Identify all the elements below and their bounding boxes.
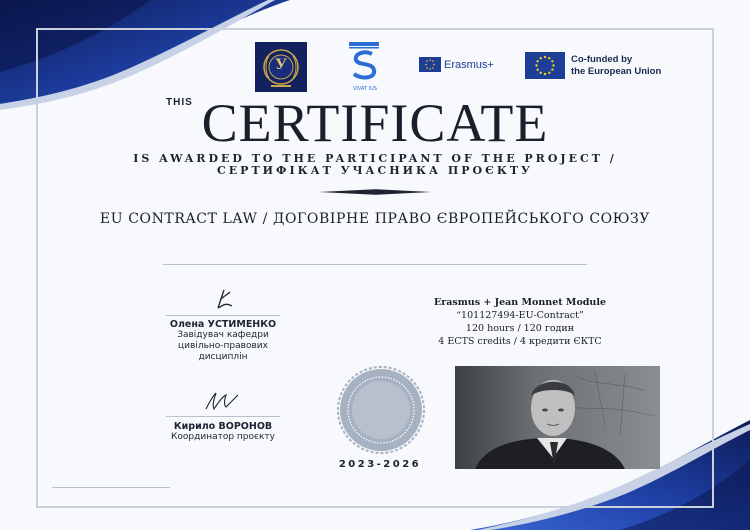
signatory-1-role-line1: Завідувач кафедри xyxy=(177,330,269,340)
this-label: THIS xyxy=(166,97,193,108)
erasmus-plus-label: Erasmus+ xyxy=(444,58,494,71)
project-seal xyxy=(337,366,425,458)
signature-mark-1 xyxy=(214,288,236,316)
signatory-1 xyxy=(150,319,296,363)
signature-line-2 xyxy=(166,416,280,417)
erasmus-plus-logo xyxy=(419,57,494,72)
subtitle-line-ua: СЕРТИФІКАТ УЧАСНИКА ПРОЄКТУ xyxy=(217,164,533,177)
signatory-1-name: Олена УСТИМЕНКО xyxy=(169,319,277,330)
module-info xyxy=(430,296,610,348)
eu-cofunded-text xyxy=(571,54,661,78)
module-line1: Erasmus + Jean Monnet Module xyxy=(433,297,606,308)
name-line xyxy=(163,264,587,265)
module-line3: 120 hours / 120 годин xyxy=(465,323,575,334)
eu-cofunded-line1: Co-funded by xyxy=(571,53,633,65)
signatory-2 xyxy=(150,421,296,443)
project-years: 2023-2026 xyxy=(338,459,422,470)
course-title: EU CONTRACT LAW / ДОГОВІРНЕ ПРАВО ЄВРОПЕЙСЬКОГО СОЮЗУ xyxy=(99,211,651,227)
signature-line-1 xyxy=(166,315,280,316)
signatory-1-role-line3: дисциплін xyxy=(198,352,248,362)
eu-cofunded-logo xyxy=(525,52,661,79)
vivat-ius-text: VIVAT IUS xyxy=(353,86,377,92)
signatory-2-role-line1: Координатор проєкту xyxy=(171,432,275,442)
certificate-title: CERTIFICATE xyxy=(201,93,549,153)
portrait-photo xyxy=(455,366,660,469)
footer-line xyxy=(52,487,170,488)
signatory-1-role-line2: цивільно-правових xyxy=(178,341,268,351)
module-line2: “101127494-EU-Contract” xyxy=(456,310,584,321)
signature-mark-2 xyxy=(202,389,242,417)
eu-cofunded-line2: the European Union xyxy=(571,65,662,77)
ornament-divider xyxy=(319,181,431,200)
subtitle-line-en: IS AWARDED TO THE PARTICIPANT OF THE PROJECT / xyxy=(133,152,617,165)
university-seal-logo xyxy=(255,42,307,96)
module-line4: 4 ECTS credits / 4 кредити ЄКТС xyxy=(438,336,602,347)
university-seal-letter: У xyxy=(275,57,287,73)
signatory-2-name: Кирило ВОРОНОВ xyxy=(173,421,273,432)
vivat-ius-logo xyxy=(346,40,384,92)
eu-flag-icon xyxy=(525,52,565,79)
eu-flag-small-icon xyxy=(419,57,441,72)
